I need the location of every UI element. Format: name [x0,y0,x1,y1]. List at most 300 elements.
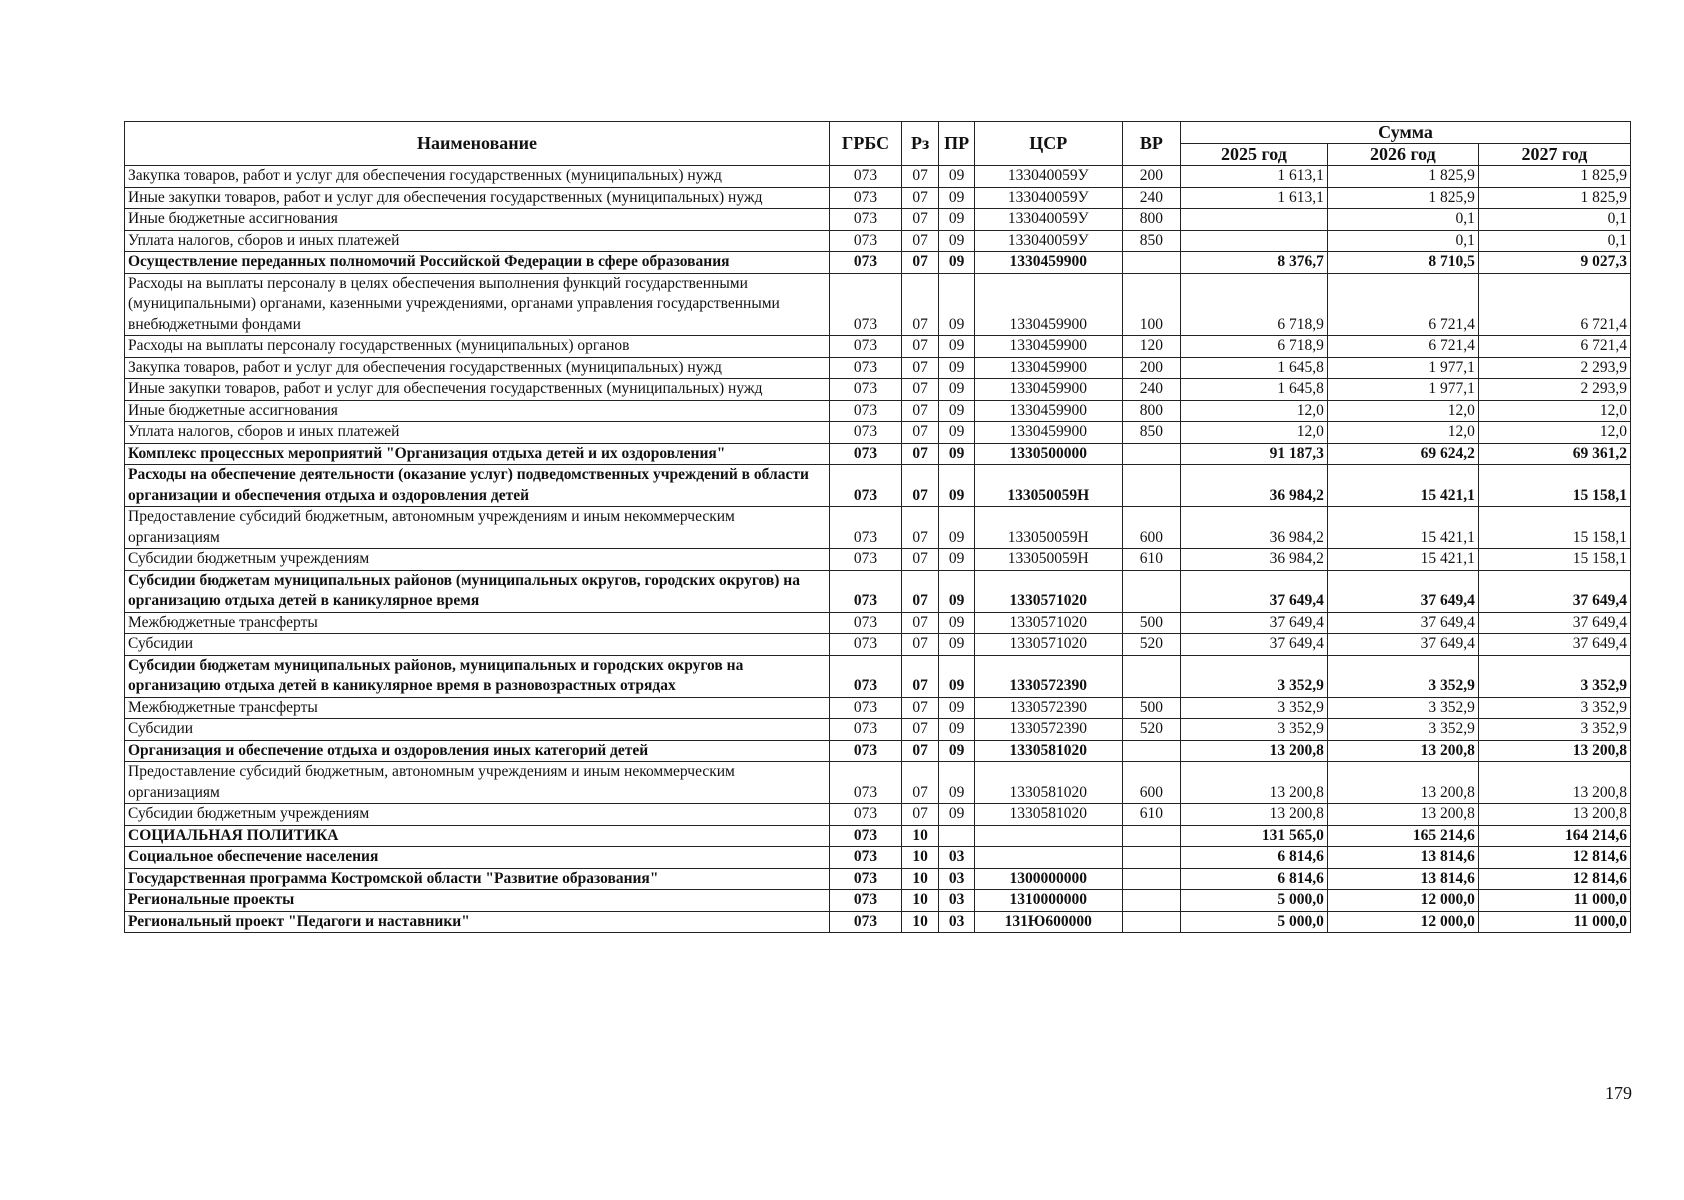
cell-name: Уплата налогов, сборов и иных платежей [125,422,830,444]
cell-vr [1122,570,1180,612]
cell-y2026: 6 721,4 [1327,336,1478,358]
cell-name: СОЦИАЛЬНАЯ ПОЛИТИКА [125,825,830,847]
cell-csr: 1330459900 [974,379,1122,401]
cell-grbs: 073 [830,252,902,274]
cell-name: Межбюджетные трансферты [125,697,830,719]
cell-y2027: 12,0 [1478,400,1630,422]
table-body [125,166,1631,933]
cell-vr: 520 [1122,634,1180,656]
cell-pr: 09 [939,166,974,188]
cell-y2026: 165 214,6 [1327,825,1478,847]
cell-rz: 10 [901,868,938,890]
header-grbs: ГРБС [830,122,902,166]
cell-vr [1122,740,1180,762]
cell-pr: 09 [939,400,974,422]
cell-vr: 120 [1122,336,1180,358]
cell-grbs: 073 [830,697,902,719]
cell-csr: 1330572390 [974,697,1122,719]
cell-rz: 07 [901,379,938,401]
cell-y2025: 6 718,9 [1181,336,1328,358]
cell-y2027: 15 158,1 [1478,507,1630,549]
cell-y2027: 37 649,4 [1478,634,1630,656]
table-row [125,357,1631,379]
cell-y2026: 8 710,5 [1327,252,1478,274]
cell-csr: 1330459900 [974,336,1122,358]
cell-y2027: 3 352,9 [1478,697,1630,719]
cell-csr: 1330572390 [974,719,1122,741]
budget-table [124,121,1631,933]
cell-grbs: 073 [830,379,902,401]
cell-pr: 09 [939,549,974,571]
cell-vr [1122,825,1180,847]
table-row [125,762,1631,804]
cell-rz: 10 [901,890,938,912]
cell-grbs: 073 [830,570,902,612]
table-row [125,868,1631,890]
cell-y2025: 1 613,1 [1181,166,1328,188]
cell-y2026: 12 000,0 [1327,890,1478,912]
header-year-2026: 2026 год [1327,144,1478,166]
cell-pr: 09 [939,570,974,612]
cell-y2025: 8 376,7 [1181,252,1328,274]
cell-csr: 133040059У [974,166,1122,188]
cell-rz: 07 [901,570,938,612]
cell-name: Организация и обеспечение отдыха и оздоровления иных категорий детей [125,740,830,762]
cell-y2025 [1181,209,1328,231]
table-row [125,570,1631,612]
table-row [125,422,1631,444]
cell-vr: 600 [1122,762,1180,804]
cell-y2025: 6 718,9 [1181,273,1328,336]
cell-y2026: 69 624,2 [1327,443,1478,465]
cell-y2025: 1 645,8 [1181,379,1328,401]
cell-y2025: 13 200,8 [1181,740,1328,762]
cell-vr [1122,847,1180,869]
cell-y2027: 1 825,9 [1478,166,1630,188]
cell-csr: 1330571020 [974,634,1122,656]
cell-name: Региональный проект "Педагоги и наставники" [125,911,830,933]
cell-y2026: 13 814,6 [1327,847,1478,869]
cell-y2025: 13 200,8 [1181,762,1328,804]
page-number: 179 [1605,1083,1632,1103]
cell-vr: 500 [1122,612,1180,634]
cell-rz: 07 [901,273,938,336]
cell-name: Предоставление субсидий бюджетным, автономным учреждениям и иным некоммерческим организациям [125,507,830,549]
table-header [125,122,1631,166]
cell-y2027: 2 293,9 [1478,357,1630,379]
cell-pr: 09 [939,379,974,401]
cell-y2026: 37 649,4 [1327,634,1478,656]
cell-y2027: 12,0 [1478,422,1630,444]
table-row [125,209,1631,231]
cell-y2026: 13 200,8 [1327,740,1478,762]
cell-rz: 07 [901,166,938,188]
cell-y2026: 1 977,1 [1327,357,1478,379]
cell-name: Комплекс процессных мероприятий "Организация отдыха детей и их оздоровления" [125,443,830,465]
cell-y2025: 37 649,4 [1181,570,1328,612]
cell-y2027: 37 649,4 [1478,612,1630,634]
cell-pr: 09 [939,422,974,444]
cell-y2025: 36 984,2 [1181,507,1328,549]
cell-csr [974,847,1122,869]
cell-grbs: 073 [830,762,902,804]
cell-pr: 09 [939,187,974,209]
cell-csr: 1330571020 [974,612,1122,634]
cell-csr: 1330571020 [974,570,1122,612]
cell-grbs: 073 [830,719,902,741]
cell-vr [1122,252,1180,274]
cell-name: Субсидии бюджетным учреждениям [125,804,830,826]
table-row [125,911,1631,933]
table-row [125,230,1631,252]
cell-vr: 500 [1122,697,1180,719]
cell-grbs: 073 [830,890,902,912]
cell-y2025: 12,0 [1181,422,1328,444]
cell-name: Государственная программа Костромской области "Развитие образования" [125,868,830,890]
cell-rz: 07 [901,507,938,549]
cell-y2025: 12,0 [1181,400,1328,422]
cell-grbs: 073 [830,549,902,571]
cell-grbs: 073 [830,230,902,252]
cell-grbs: 073 [830,507,902,549]
cell-grbs: 073 [830,357,902,379]
cell-grbs: 073 [830,422,902,444]
cell-csr: 133040059У [974,209,1122,231]
cell-pr: 09 [939,804,974,826]
table-row [125,273,1631,336]
cell-pr: 09 [939,507,974,549]
cell-y2027: 37 649,4 [1478,570,1630,612]
cell-y2027: 3 352,9 [1478,719,1630,741]
table-row [125,400,1631,422]
cell-rz: 07 [901,422,938,444]
cell-y2027: 2 293,9 [1478,379,1630,401]
cell-pr: 09 [939,655,974,697]
cell-csr: 131Ю600000 [974,911,1122,933]
header-csr: ЦСР [974,122,1122,166]
cell-y2027: 13 200,8 [1478,804,1630,826]
table-row [125,379,1631,401]
cell-vr [1122,911,1180,933]
cell-vr: 240 [1122,379,1180,401]
cell-vr: 600 [1122,507,1180,549]
cell-name: Закупка товаров, работ и услуг для обеспечения государственных (муниципальных) нужд [125,357,830,379]
cell-vr [1122,868,1180,890]
header-vr: ВР [1122,122,1180,166]
cell-name: Иные бюджетные ассигнования [125,400,830,422]
cell-pr: 03 [939,911,974,933]
table-row [125,890,1631,912]
cell-csr: 1330581020 [974,740,1122,762]
table-row [125,847,1631,869]
cell-vr: 100 [1122,273,1180,336]
cell-y2027: 13 200,8 [1478,740,1630,762]
table-row [125,252,1631,274]
cell-grbs: 073 [830,825,902,847]
table-row [125,740,1631,762]
cell-rz: 10 [901,825,938,847]
cell-pr: 09 [939,465,974,507]
cell-name: Межбюджетные трансферты [125,612,830,634]
cell-y2025: 13 200,8 [1181,804,1328,826]
cell-csr: 133040059У [974,230,1122,252]
cell-y2025: 37 649,4 [1181,612,1328,634]
cell-name: Субсидии [125,719,830,741]
cell-grbs: 073 [830,804,902,826]
cell-pr: 09 [939,719,974,741]
cell-name: Субсидии бюджетам муниципальных районов (муниципальных округов, городских округов) на организацию отдыха детей в каникулярное время [125,570,830,612]
cell-y2026: 0,1 [1327,230,1478,252]
cell-rz: 07 [901,336,938,358]
header-year-2025: 2025 год [1181,144,1328,166]
cell-csr: 1330459900 [974,422,1122,444]
cell-y2027: 6 721,4 [1478,273,1630,336]
cell-name: Субсидии [125,634,830,656]
cell-vr: 850 [1122,230,1180,252]
cell-name: Уплата налогов, сборов и иных платежей [125,230,830,252]
table-row [125,443,1631,465]
cell-y2026: 1 977,1 [1327,379,1478,401]
cell-y2027: 9 027,3 [1478,252,1630,274]
cell-grbs: 073 [830,612,902,634]
cell-rz: 07 [901,655,938,697]
cell-vr: 200 [1122,357,1180,379]
cell-rz: 07 [901,634,938,656]
cell-y2026: 12,0 [1327,400,1478,422]
cell-pr: 09 [939,209,974,231]
cell-pr: 09 [939,252,974,274]
cell-y2027: 69 361,2 [1478,443,1630,465]
cell-y2025: 5 000,0 [1181,911,1328,933]
cell-pr: 03 [939,868,974,890]
header-sum: Сумма [1181,122,1631,144]
cell-name: Расходы на выплаты персоналу государственных (муниципальных) органов [125,336,830,358]
cell-y2025: 3 352,9 [1181,719,1328,741]
cell-pr: 09 [939,336,974,358]
cell-y2027: 12 814,6 [1478,868,1630,890]
cell-vr: 200 [1122,166,1180,188]
cell-name: Субсидии бюджетным учреждениям [125,549,830,571]
cell-y2026: 1 825,9 [1327,166,1478,188]
cell-grbs: 073 [830,273,902,336]
cell-grbs: 073 [830,209,902,231]
cell-vr: 800 [1122,209,1180,231]
cell-csr: 1330581020 [974,762,1122,804]
cell-y2025: 3 352,9 [1181,655,1328,697]
cell-rz: 07 [901,612,938,634]
cell-csr: 1300000000 [974,868,1122,890]
cell-rz: 07 [901,804,938,826]
cell-rz: 07 [901,762,938,804]
cell-grbs: 073 [830,166,902,188]
cell-rz: 07 [901,230,938,252]
cell-vr: 850 [1122,422,1180,444]
cell-y2025: 5 000,0 [1181,890,1328,912]
cell-vr [1122,655,1180,697]
header-pr: ПР [939,122,974,166]
cell-y2027: 164 214,6 [1478,825,1630,847]
cell-csr: 133040059У [974,187,1122,209]
cell-rz: 07 [901,465,938,507]
cell-name: Расходы на выплаты персоналу в целях обеспечения выполнения функций государственными (муниципальными) органами, казенными учреждениями, органами управления государственными внебюджетными фондами [125,273,830,336]
cell-y2025: 131 565,0 [1181,825,1328,847]
cell-y2025: 36 984,2 [1181,465,1328,507]
cell-grbs: 073 [830,740,902,762]
cell-y2025: 6 814,6 [1181,868,1328,890]
cell-pr: 09 [939,762,974,804]
cell-vr: 610 [1122,804,1180,826]
cell-y2027: 0,1 [1478,209,1630,231]
table-row [125,697,1631,719]
cell-y2026: 3 352,9 [1327,719,1478,741]
cell-y2026: 3 352,9 [1327,655,1478,697]
cell-name: Предоставление субсидий бюджетным, автономным учреждениям и иным некоммерческим организациям [125,762,830,804]
table-row [125,804,1631,826]
cell-name: Региональные проекты [125,890,830,912]
cell-rz: 07 [901,400,938,422]
cell-y2025: 3 352,9 [1181,697,1328,719]
cell-rz: 10 [901,911,938,933]
header-rz: Рз [901,122,938,166]
cell-name: Расходы на обеспечение деятельности (оказание услуг) подведомственных учреждений в области организации и обеспечения отдыха и оздоровления детей [125,465,830,507]
cell-rz: 07 [901,697,938,719]
cell-pr: 09 [939,230,974,252]
cell-csr: 1310000000 [974,890,1122,912]
cell-y2026: 13 814,6 [1327,868,1478,890]
table-row [125,507,1631,549]
cell-name: Осуществление переданных полномочий Российской Федерации в сфере образования [125,252,830,274]
cell-y2027: 0,1 [1478,230,1630,252]
cell-vr [1122,890,1180,912]
cell-name: Закупка товаров, работ и услуг для обеспечения государственных (муниципальных) нужд [125,166,830,188]
table-row [125,549,1631,571]
table-row [125,187,1631,209]
cell-name: Иные закупки товаров, работ и услуг для обеспечения государственных (муниципальных) нужд [125,379,830,401]
table-row [125,612,1631,634]
cell-pr: 09 [939,697,974,719]
cell-csr [974,825,1122,847]
cell-vr: 800 [1122,400,1180,422]
table-row [125,655,1631,697]
cell-csr: 1330459900 [974,400,1122,422]
cell-rz: 10 [901,847,938,869]
cell-grbs: 073 [830,868,902,890]
table-row [125,166,1631,188]
table-row [125,634,1631,656]
cell-y2026: 15 421,1 [1327,549,1478,571]
cell-y2027: 1 825,9 [1478,187,1630,209]
cell-y2026: 6 721,4 [1327,273,1478,336]
cell-y2026: 0,1 [1327,209,1478,231]
cell-csr: 133050059Н [974,549,1122,571]
cell-y2025: 36 984,2 [1181,549,1328,571]
cell-vr: 610 [1122,549,1180,571]
cell-rz: 07 [901,187,938,209]
cell-grbs: 073 [830,400,902,422]
cell-csr: 1330581020 [974,804,1122,826]
cell-vr: 520 [1122,719,1180,741]
cell-y2027: 11 000,0 [1478,890,1630,912]
cell-vr [1122,465,1180,507]
cell-pr [939,825,974,847]
cell-rz: 07 [901,357,938,379]
cell-csr: 1330459900 [974,357,1122,379]
cell-pr: 09 [939,612,974,634]
cell-grbs: 073 [830,847,902,869]
cell-y2026: 12 000,0 [1327,911,1478,933]
cell-pr: 09 [939,273,974,336]
cell-rz: 07 [901,443,938,465]
cell-rz: 07 [901,719,938,741]
cell-y2027: 6 721,4 [1478,336,1630,358]
cell-y2026: 13 200,8 [1327,804,1478,826]
cell-grbs: 073 [830,911,902,933]
cell-grbs: 073 [830,187,902,209]
cell-csr: 1330459900 [974,252,1122,274]
cell-csr: 133050059Н [974,507,1122,549]
cell-pr: 03 [939,890,974,912]
cell-y2027: 12 814,6 [1478,847,1630,869]
cell-rz: 07 [901,252,938,274]
table-row [125,465,1631,507]
cell-rz: 07 [901,740,938,762]
table-row [125,825,1631,847]
cell-y2027: 13 200,8 [1478,762,1630,804]
cell-vr [1122,443,1180,465]
cell-y2025: 91 187,3 [1181,443,1328,465]
cell-y2026: 37 649,4 [1327,612,1478,634]
cell-csr: 1330572390 [974,655,1122,697]
cell-y2027: 15 158,1 [1478,549,1630,571]
cell-grbs: 073 [830,465,902,507]
cell-name: Иные бюджетные ассигнования [125,209,830,231]
cell-name: Социальное обеспечение населения [125,847,830,869]
cell-y2026: 37 649,4 [1327,570,1478,612]
cell-grbs: 073 [830,443,902,465]
cell-y2025: 6 814,6 [1181,847,1328,869]
cell-name: Иные закупки товаров, работ и услуг для обеспечения государственных (муниципальных) нужд [125,187,830,209]
cell-pr: 09 [939,443,974,465]
cell-y2026: 15 421,1 [1327,507,1478,549]
cell-y2026: 3 352,9 [1327,697,1478,719]
header-year-2027: 2027 год [1478,144,1630,166]
cell-y2027: 3 352,9 [1478,655,1630,697]
cell-y2026: 13 200,8 [1327,762,1478,804]
cell-y2026: 12,0 [1327,422,1478,444]
table-row [125,336,1631,358]
cell-y2026: 15 421,1 [1327,465,1478,507]
cell-rz: 07 [901,209,938,231]
cell-name: Субсидии бюджетам муниципальных районов, муниципальных и городских округов на организацию отдыха детей в каникулярное время в разновозрастных отрядах [125,655,830,697]
cell-grbs: 073 [830,655,902,697]
cell-vr: 240 [1122,187,1180,209]
cell-csr: 1330500000 [974,443,1122,465]
cell-pr: 03 [939,847,974,869]
cell-y2025: 1 645,8 [1181,357,1328,379]
cell-y2025: 1 613,1 [1181,187,1328,209]
table-row [125,719,1631,741]
cell-y2026: 1 825,9 [1327,187,1478,209]
cell-pr: 09 [939,357,974,379]
cell-csr: 133050059Н [974,465,1122,507]
cell-y2025: 37 649,4 [1181,634,1328,656]
cell-rz: 07 [901,549,938,571]
cell-pr: 09 [939,740,974,762]
cell-grbs: 073 [830,634,902,656]
cell-y2025 [1181,230,1328,252]
cell-y2027: 11 000,0 [1478,911,1630,933]
cell-pr: 09 [939,634,974,656]
